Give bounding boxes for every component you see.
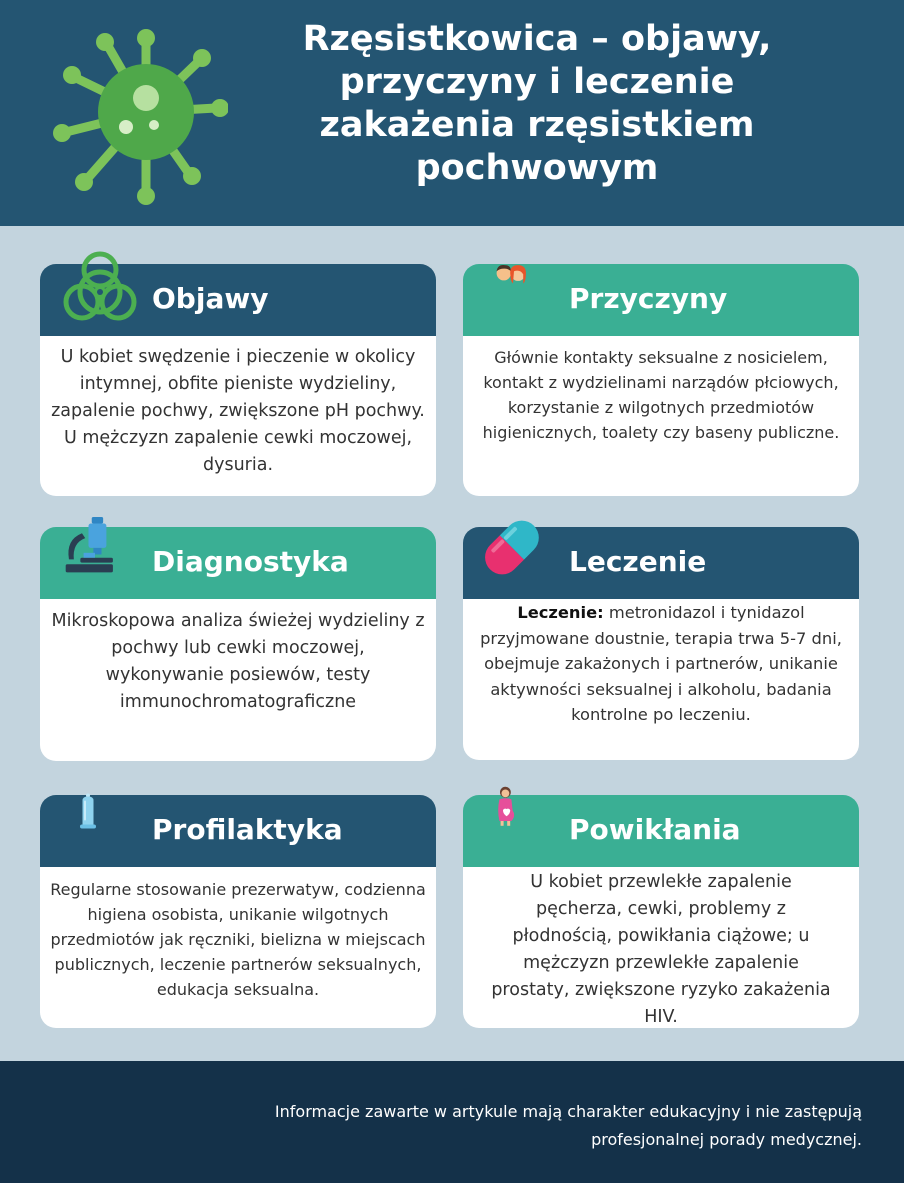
card-objawy xyxy=(40,264,436,496)
card-header xyxy=(463,264,859,336)
card-text: Głównie kontakty seksualne z nosicielem, kontakt z wydzielinami narządów płciowych, korzystanie z wilgotnych przedmiotów higienicznych, toalety czy baseny publiczne. xyxy=(482,348,840,442)
card-body xyxy=(463,336,859,496)
footer-disclaimer: Informacje zawarte w artykule mają charakter edukacyjny i nie zastępują profesjonalnej porady medycznej. xyxy=(274,1102,862,1149)
card-diagnostyka xyxy=(40,527,436,761)
card-title: Przyczyny xyxy=(569,282,728,315)
page-title: Rzęsistkowica – objawy, przyczyny i leczenie zakażenia rzęsistkiem pochwowym xyxy=(302,19,772,188)
card-body xyxy=(40,336,436,496)
card-header xyxy=(463,527,859,599)
card-profilaktyka xyxy=(40,795,436,1028)
card-header xyxy=(40,527,436,599)
card-text: Mikroskopowa analiza świeżej wydzieliny z pochwy lub cewki moczowej, wykonywanie posiewów, testy immunochromatograficzne xyxy=(51,611,425,712)
card-text: U kobiet swędzenie i pieczenie w okolicy intymnej, obfite pieniste wydzieliny, zapalenie pochwy, zwiększone pH pochwy. U mężczyzn zapalenie cewki moczowej, dysuria. xyxy=(51,347,425,475)
card-title: Diagnostyka xyxy=(152,545,349,578)
virus-icon xyxy=(48,20,228,205)
card-title: Objawy xyxy=(152,282,269,315)
card-body xyxy=(463,867,859,1028)
card-text: U kobiet przewlekłe zapalenie pęcherza, cewki, problemy z płodnością, powikłania ciążowe; u mężczyzn przewlekłe zapalenie prostaty, zwiększone ryzyko zakażenia HIV. xyxy=(491,872,831,1027)
card-text-rest: metronidazol i tynidazol przyjmowane doustnie, terapia trwa 5-7 dni, obejmuje zakażonych i partnerów, unikanie aktywności seksualnej i alkoholu, badania kontrolne po leczeniu. xyxy=(480,603,842,724)
card-header xyxy=(40,795,436,867)
card-title: Profilaktyka xyxy=(152,813,343,846)
card-body xyxy=(40,599,436,761)
condom-icon xyxy=(78,777,118,853)
header-banner xyxy=(0,0,904,226)
card-text-lead: Leczenie: xyxy=(517,603,604,622)
card-leczenie xyxy=(463,527,859,760)
card-title: Leczenie xyxy=(569,545,707,578)
card-text xyxy=(473,600,849,728)
card-przyczyny xyxy=(463,264,859,496)
card-powiklania xyxy=(463,795,859,1028)
microscope-icon xyxy=(62,517,128,587)
card-body xyxy=(463,599,859,760)
couple-icon xyxy=(481,262,547,306)
card-body xyxy=(40,867,436,1028)
card-text: Regularne stosowanie prezerwatyw, codzienna higiena osobista, unikanie wilgotnych przedmiotów jak ręczniki, bielizna w miejscach publicznych, leczenie partnerów seksualnych, edukacja seksualna. xyxy=(50,880,426,999)
card-header xyxy=(40,264,436,336)
card-header xyxy=(463,795,859,867)
footer xyxy=(0,1061,904,1183)
pill-capsule-icon xyxy=(481,519,551,589)
card-title: Powikłania xyxy=(569,813,741,846)
pregnant-woman-icon xyxy=(491,779,539,845)
biohazard-icon xyxy=(60,248,140,334)
